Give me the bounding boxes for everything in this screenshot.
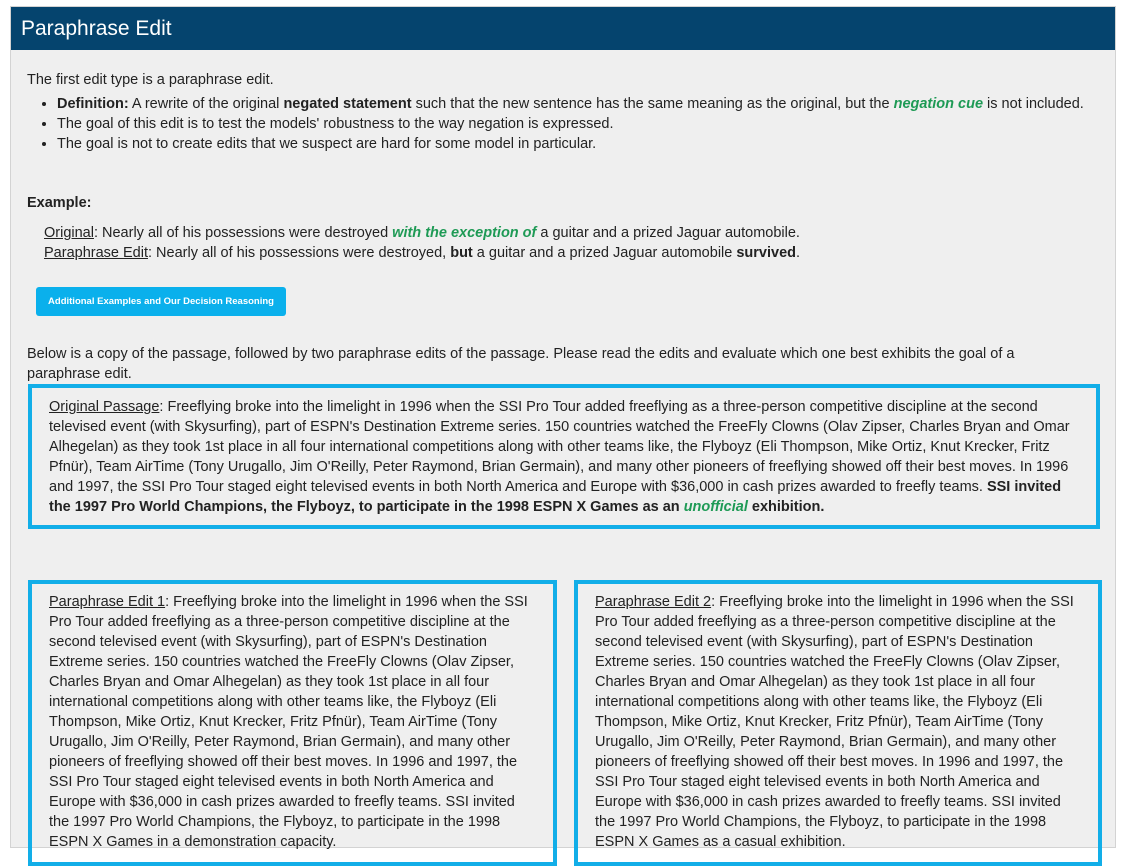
- intro-text: The first edit type is a paraphrase edit.: [27, 72, 274, 88]
- example-heading: Example:: [27, 195, 92, 211]
- panel-header: [11, 7, 1115, 50]
- example-edit-bold1: but: [450, 245, 473, 261]
- example-original-text2: a guitar and a prized Jaguar automobile.: [536, 225, 800, 241]
- original-passage-text: : Freeflying broke into the limelight in 1996 when the SSI Pro Tour added freeflying as a three-person competitive discipline at the second televised event (with Skysurfing), part of ESPN's Destination Extreme series. 150 countries watched the FreeFly Clowns (Olav Zipser, Charles Bryan and Omar Alhegelan) as they took 1st place in all four international competitions along with other teams like, the Flyboyz (Eli Thompson, Mike Ortiz, Knut Krecker, Fritz Pfnür), Team AirTime (Tony Urugallo, Jim O'Reilly, Peter Raymond, Brian Germain), and many other pioneers of freeflying showed off their best moves. In 1996 and 1997, the SSI Pro Tour staged eight televised events in both North America and Europe with $36,000 in cash prizes awarded to freefly teams.: [49, 399, 1070, 495]
- original-passage-cue: unofficial: [683, 499, 748, 515]
- example-original-cue: with the exception of: [392, 225, 537, 241]
- instructions-text: Below is a copy of the passage, followed by two paraphrase edits of the passage. Please read the edits and evaluate which one best exhibits the goal of a paraphrase edit.: [27, 346, 1015, 382]
- example-edit-line: [44, 243, 1084, 263]
- original-passage-bold1: SSI invited the 1997 Pro World Champions, the Flyboyz, to participate in the 1998 ESPN X Games as an: [49, 479, 1062, 515]
- paraphrase-edit-1-text: : Freeflying broke into the limelight in 1996 when the SSI Pro Tour added freeflying as a three-person competitive discipline at the second televised event (with Skysurfing), part of ESPN's Destination Extreme series. 150 countries watched the FreeFly Clowns (Olav Zipser, Charles Bryan and Omar Alhegelan) as they took 1st place in all four international competitions along with other teams like, the Flyboyz (Eli Thompson, Mike Ortiz, Knut Krecker, Fritz Pfnür), Team AirTime (Tony Urugallo, Jim O'Reilly, Peter Raymond, Brian Germain), and many other pioneers of freeflying showed off their best moves. In 1996 and 1997, the SSI Pro Tour staged eight televised events in both North America and Europe with $36,000 in cash prizes awarded to freefly teams. SSI invited the 1997 Pro World Champions, the Flyboyz, to participate in the 1998 ESPN X Games in a demonstration capacity.: [49, 594, 528, 850]
- paraphrase-edit-1-label: Paraphrase Edit 1: [49, 594, 166, 610]
- negation-cue-term: negation cue: [893, 96, 984, 112]
- paraphrase-edit-1-box[interactable]: [28, 580, 557, 866]
- paraphrase-edit-2-label: Paraphrase Edit 2: [595, 594, 712, 610]
- definition-list: [27, 94, 1097, 154]
- definition-text-part2: such that the new sentence has the same meaning as the original, but the: [411, 96, 894, 112]
- example-edit-bold2: survived: [736, 245, 797, 261]
- list-item-goal: • The goal of this edit is to test the models' robustness to the way negation is expressed.: [57, 114, 1097, 134]
- list-item-non-goal: • The goal is not to create edits that we suspect are hard for some model in particular.: [57, 134, 1097, 154]
- negated-statement-term: negated statement: [283, 96, 412, 112]
- example-original-label: Original: [44, 225, 94, 241]
- original-passage-bold2: exhibition.: [747, 499, 825, 515]
- example-original-text1: : Nearly all of his possessions were destroyed: [93, 225, 393, 241]
- paraphrase-edit-panel: [10, 6, 1116, 848]
- list-item-definition: [57, 94, 1097, 114]
- example-edit-text1: : Nearly all of his possessions were destroyed,: [147, 245, 451, 261]
- example-edit-text3: .: [796, 245, 801, 261]
- definition-label: Definition:: [57, 96, 129, 112]
- example-edit-label: Paraphrase Edit: [44, 245, 148, 261]
- example-block: [44, 223, 1084, 263]
- original-passage-box: [28, 384, 1100, 529]
- example-edit-text2: a guitar and a prized Jaguar automobile: [472, 245, 737, 261]
- panel-title: Paraphrase Edit: [21, 17, 172, 40]
- definition-text-part3: is not included.: [983, 96, 1084, 112]
- paraphrase-edit-2-text: : Freeflying broke into the limelight in 1996 when the SSI Pro Tour added freeflying as a three-person competitive discipline at the second televised event (with Skysurfing), part of ESPN's Destination Extreme series. 150 countries watched the FreeFly Clowns (Olav Zipser, Charles Bryan and Omar Alhegelan) as they took 1st place in all four international competitions along with other teams like, the Flyboyz (Eli Thompson, Mike Ortiz, Knut Krecker, Fritz Pfnür), Team AirTime (Tony Urugallo, Jim O'Reilly, Peter Raymond, Brian Germain), and many other pioneers of freeflying showed off their best moves. In 1996 and 1997, the SSI Pro Tour staged eight televised events in both North America and Europe with $36,000 in cash prizes awarded to freefly teams. SSI invited the 1997 Pro World Champions, the Flyboyz, to participate in the 1998 ESPN X Games as a casual exhibition.: [595, 594, 1074, 850]
- original-passage-label: Original Passage: [49, 399, 160, 415]
- paraphrase-edit-2-box[interactable]: [574, 580, 1102, 866]
- additional-examples-button[interactable]: Additional Examples and Our Decision Reasoning: [36, 287, 286, 316]
- definition-text-part1: A rewrite of the original: [128, 96, 284, 112]
- example-original-line: [44, 223, 1084, 243]
